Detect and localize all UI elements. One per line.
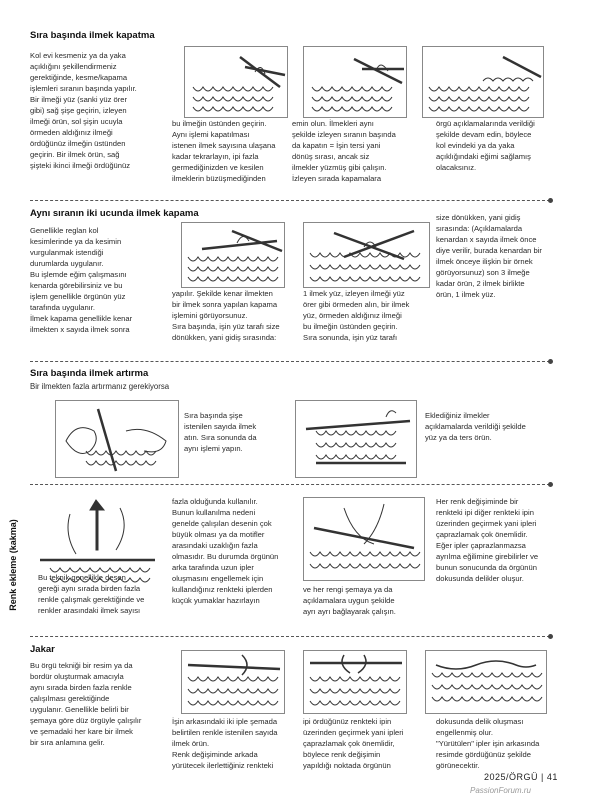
s1-col4: örgü açıklamalarında verildiği şekilde devam edin, böylece kol evindeki ya da yaka açıklığındaki eğimi sağlamış olacaksınız. [436,119,535,172]
s2-col1: Genellikle reglan kol kesimlerinde ya da kesimin vurgulanmak istendiği durumlarda uygulanır. Bu işlemde eğim çalışmasını kenarda görebilirsiniz ve bu işlem genellikle örgünün yüz tarafında uygulanır. İlmek kapama genellikle kenar ilmekten x sayıda ilmek sonra [30,226,133,334]
section-title-intarsia-vertical [6,520,20,610]
s5-illustration-3 [425,650,547,714]
s2-col4: size dönükken, yani gidiş sırasında: (Açıklamalarda kenardan x sayıda ilmek önce diye verilir, burada kenardan bir ilmek önceye ilişkin bir örnek görüyorsunuz) son 3 ilmeğe kadar örün, 2 ilmek birlikte örün, 1 ilmek yüz. [436,213,542,299]
divider-3 [30,484,550,485]
divider-4 [30,636,550,637]
s3-illustration-hands [55,400,179,478]
s4-col1: Bu teknik genellikle desen gereği aynı sırada birden fazla renkle çalışmak gerektiğinde ve renkler arasındaki ilmek sayısı [38,573,145,615]
s5-col4: dokusunda delik oluşması engellenmiş olur. "Yürütülen" ipler işin arkasında resimde gördüğünüz şekilde görünecektir. [436,717,540,770]
s2-col3: 1 ilmek yüz, izleyen ilmeği yüz örer gibi örmeden alın, bir ilmek yüz, örmeden aldığınız ilmeği bu ilmeğin üstünden geçirin. Sıra sonunda, işin yüz tarafı [303,289,410,342]
page-footer: 2025/ÖRGÜ | 41 [484,772,558,782]
section-title-cast-on-start: Sıra başında ilmek artırma [30,368,149,379]
s1-illustration-3 [422,46,544,118]
s1-illustration-2 [303,46,407,118]
s5-col2: İşin arkasındaki iki iple şemada belirtilen renkle istenilen sayıda ilmek örün. Renk değişiminde arkada yürütecek ilerlettiğiniz renkteki [172,717,278,770]
s5-col3: ipi ördüğünüz renkteki ipin üzerinden geçirmek yani ipleri çaprazlamak çok önemlidir, böylece renk değişimin yapıldığı noktada örgünün [303,717,404,770]
s5-illustration-1 [181,650,285,714]
s3-text-2: Eklediğiniz ilmekler açıklamalarda verildiği şekilde yüz ya da ters örün. [425,411,526,442]
s3-subtitle: Bir ilmekten fazla artırmanız gerekiyorsa [30,382,170,391]
s2-illustration-2 [303,222,430,288]
s4-col4: Her renk değişiminde bir renkteki ipi diğer renkteki ipin üzerinden geçirmek yani ipleri çaprazlamak çok önemlidir. Eğer ipler çaprazlanmazsa ayrılma eğilimine girebilirler ve bunun sonucunda da örgünün dokusunda delikler oluşur. [436,497,539,583]
s4-illustration-crossing [303,497,425,581]
s2-col2: yapılır. Şekilde kenar ilmekten bir ilmek sonra yapılan kapama işlemini görüyorsunuz. Sıra başında, işin yüz tarafı size dönükken, yani gidiş sırasında: [172,289,280,342]
s1-col3: emin olun. İlmekleri aynı şekilde izleyen sıranın başında da kapatın = İşin tersi yani dönüş sırası, ancak siz ilmekler yüzmüş gibi çalışın. İzleyen sırada kapamalara [292,119,396,183]
divider-2 [30,361,550,362]
s4-col2: fazla olduğunda kullanılır. Bunun kullanılma nedeni genelde çalışılan desenin çok büyük olması ya da motifler arasındaki uzaklığın fazla olmasıdır. Bu durumda örgünün arka tarafında uzun ipler oluşmasını engellemek için kullandığınız renkteki iplerden küçük yumaklar hazırlayın [172,497,279,605]
section-title-bind-off-both-ends: Aynı sıranın iki ucunda ilmek kapama [30,208,199,219]
divider-1 [30,200,550,201]
section-title-bind-off-start: Sıra başında ilmek kapatma [30,30,155,41]
s1-illustration-1 [184,46,288,118]
intarsia-side-title: Renk ekleme (kakma) [8,519,18,611]
s3-illustration-swatch [295,400,417,478]
s5-illustration-2 [303,650,407,714]
s1-col1: Kol evi kesmeniz ya da yaka açıklığını şekillendirmeniz gerektiğinde, kesme/kapama işlemleri sıranın başında yapılır. Bir ilmeği yüz (sanki yüz örer gibi) sağ şişe geçirin, izleyen ilmeği örün, sol şişin ucuyla örmeden aldığınız ilmeği ördüğünüz ilmeğin üstünden geçirin. Bir ilmek örün, sağ şişteki ikinci ilmeği ördüğünüz [30,51,137,170]
s2-illustration-1 [181,222,285,288]
s3-text-1: Sıra başında şişe istenilen sayıda ilmek atın. Sıra sonunda da aynı işlemi yapın. [184,411,257,453]
s5-col1: Bu örgü tekniği bir resim ya da bordür oluşturmak amacıyla aynı sırada birden fazla renkle çalışılması gerektiğinde uygulanır. Genellikle belirli bir şemaya göre düz örgüyle çalışılır ve şemadaki her kare bir ilmek bir sıra anlamına gelir. [30,661,142,747]
s1-col2: bu ilmeğin üstünden geçirin. Aynı işlemi kapatılması istenen ilmek sayısına ulaşana kadar tekrarlayın, ipi fazla germediğinizden ve kesilen ilmeklerin büzüşmediğinden [172,119,276,183]
section-title-jacquard: Jakar [30,644,55,655]
watermark: PassionForum.ru [470,786,531,795]
s4-col3: ve her rengi şemaya ya da açıklamalara uygun şekilde ayrı ayrı bağlayarak çalışın. [303,585,396,616]
